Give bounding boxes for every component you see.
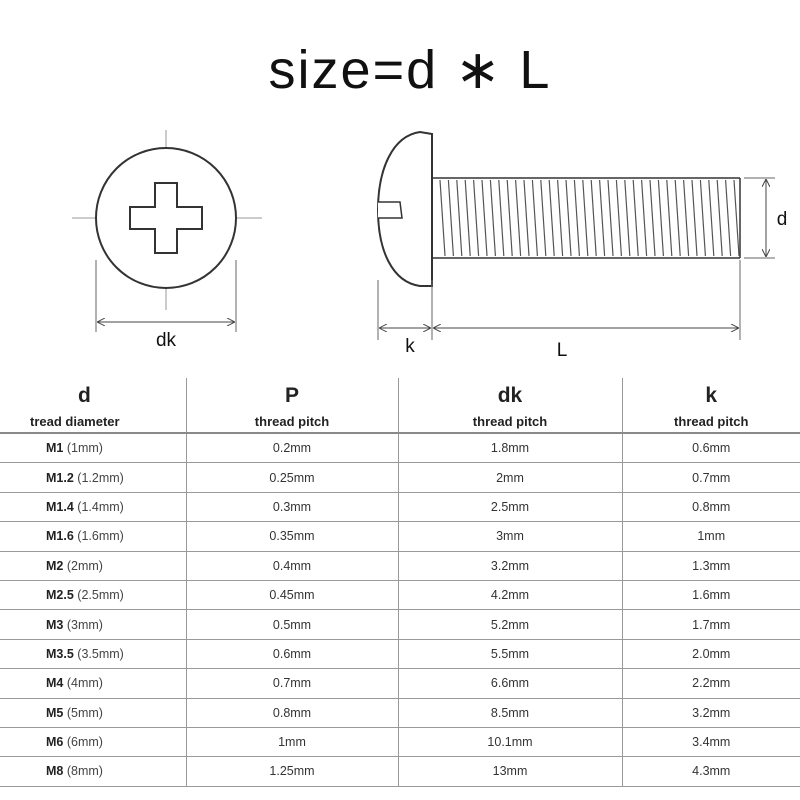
header-desc-d: tread diameter	[0, 410, 186, 433]
screw-head-top-view	[72, 130, 262, 351]
pitch-cell: 1.25mm	[186, 757, 398, 786]
head-height-cell: 3.4mm	[622, 727, 800, 756]
size-mm: (1.4mm)	[77, 499, 124, 514]
head-diameter-cell: 13mm	[398, 757, 622, 786]
size-mm: (1.2mm)	[77, 470, 124, 485]
size-cell	[0, 610, 186, 639]
head-height-cell: 2.2mm	[622, 669, 800, 698]
screw-side-view	[378, 132, 787, 361]
size-mm: (8mm)	[66, 764, 103, 779]
pitch-cell: 0.25mm	[186, 463, 398, 492]
size-cell	[0, 669, 186, 698]
pitch-cell: 0.2mm	[186, 433, 398, 463]
header-desc-k: thread pitch	[622, 410, 800, 433]
head-height-cell: 4.3mm	[622, 757, 800, 786]
table-row	[0, 580, 800, 609]
head-height-cell: 0.6mm	[622, 433, 800, 463]
size-designation: M5	[46, 705, 64, 720]
table-row	[0, 492, 800, 521]
size-designation: M1.4	[46, 499, 74, 514]
size-cell	[0, 580, 186, 609]
header-symbol-k: k	[705, 384, 718, 407]
table-row	[0, 727, 800, 756]
size-mm: (3.5mm)	[77, 646, 124, 661]
size-cell	[0, 757, 186, 786]
d-dimension-label: d	[776, 209, 788, 230]
size-cell	[0, 639, 186, 668]
table-row	[0, 757, 800, 786]
size-cell	[0, 433, 186, 463]
size-mm: (2mm)	[66, 558, 103, 573]
head-diameter-cell: 5.2mm	[398, 610, 622, 639]
header-desc-dk: thread pitch	[398, 410, 622, 433]
pitch-cell: 0.8mm	[186, 698, 398, 727]
table-row	[0, 433, 800, 463]
size-cell	[0, 522, 186, 551]
head-diameter-cell: 5.5mm	[398, 639, 622, 668]
pitch-cell: 0.7mm	[186, 669, 398, 698]
size-designation: M3	[46, 617, 64, 632]
table-row	[0, 698, 800, 727]
size-designation: M8	[46, 764, 64, 779]
page-title: size=d ∗ L	[268, 40, 552, 100]
head-diameter-cell: 4.2mm	[398, 580, 622, 609]
head-height-cell: 1.3mm	[622, 551, 800, 580]
head-diameter-cell: 1.8mm	[398, 433, 622, 463]
size-cell	[0, 727, 186, 756]
header-desc-p: thread pitch	[186, 410, 398, 433]
head-height-cell: 3.2mm	[622, 698, 800, 727]
head-diameter-cell: 2mm	[398, 463, 622, 492]
head-diameter-cell: 8.5mm	[398, 698, 622, 727]
table-body	[0, 433, 800, 786]
head-diameter-cell: 3mm	[398, 522, 622, 551]
head-height-cell: 0.7mm	[622, 463, 800, 492]
size-designation: M3.5	[46, 646, 74, 661]
size-mm: (5mm)	[66, 705, 103, 720]
head-height-cell: 0.8mm	[622, 492, 800, 521]
table-row	[0, 639, 800, 668]
table-row	[0, 551, 800, 580]
k-dimension-label: k	[405, 336, 415, 357]
pitch-cell: 0.4mm	[186, 551, 398, 580]
size-designation: M1.6	[46, 529, 74, 544]
size-cell	[0, 551, 186, 580]
size-designation: M6	[46, 735, 64, 750]
table-row	[0, 669, 800, 698]
size-mm: (2.5mm)	[77, 588, 124, 603]
size-spec-table	[0, 378, 800, 787]
size-mm: (1.6mm)	[77, 529, 124, 544]
table-row	[0, 463, 800, 492]
table-header-symbols	[0, 378, 800, 410]
size-designation: M2	[46, 558, 64, 573]
L-dimension-label: L	[556, 340, 568, 361]
screw-diagram	[0, 110, 800, 370]
size-cell	[0, 463, 186, 492]
head-diameter-cell: 6.6mm	[398, 669, 622, 698]
pitch-cell: 0.3mm	[186, 492, 398, 521]
head-diameter-cell: 2.5mm	[398, 492, 622, 521]
head-height-cell: 1.7mm	[622, 610, 800, 639]
dk-dimension-label: dk	[155, 330, 177, 351]
head-height-cell: 1.6mm	[622, 580, 800, 609]
pitch-cell: 1mm	[186, 727, 398, 756]
table-header-descriptions	[0, 410, 800, 433]
table-row	[0, 522, 800, 551]
pitch-cell: 0.45mm	[186, 580, 398, 609]
head-height-cell: 1mm	[622, 522, 800, 551]
pitch-cell: 0.6mm	[186, 639, 398, 668]
head-height-cell: 2.0mm	[622, 639, 800, 668]
size-cell	[0, 698, 186, 727]
size-cell	[0, 492, 186, 521]
size-mm: (1mm)	[66, 441, 103, 456]
size-designation: M1	[46, 441, 64, 456]
size-designation: M1.2	[46, 470, 74, 485]
pitch-cell: 0.5mm	[186, 610, 398, 639]
size-mm: (3mm)	[66, 617, 103, 632]
size-designation: M4	[46, 676, 64, 691]
head-diameter-cell: 3.2mm	[398, 551, 622, 580]
header-symbol-dk: dk	[398, 378, 622, 410]
head-diameter-cell: 10.1mm	[398, 727, 622, 756]
table-row	[0, 610, 800, 639]
size-designation: M2.5	[46, 588, 74, 603]
size-mm: (4mm)	[66, 676, 103, 691]
header-symbol-p: P	[186, 378, 398, 410]
size-mm: (6mm)	[66, 735, 103, 750]
pitch-cell: 0.35mm	[186, 522, 398, 551]
header-symbol-d: d	[0, 378, 186, 410]
